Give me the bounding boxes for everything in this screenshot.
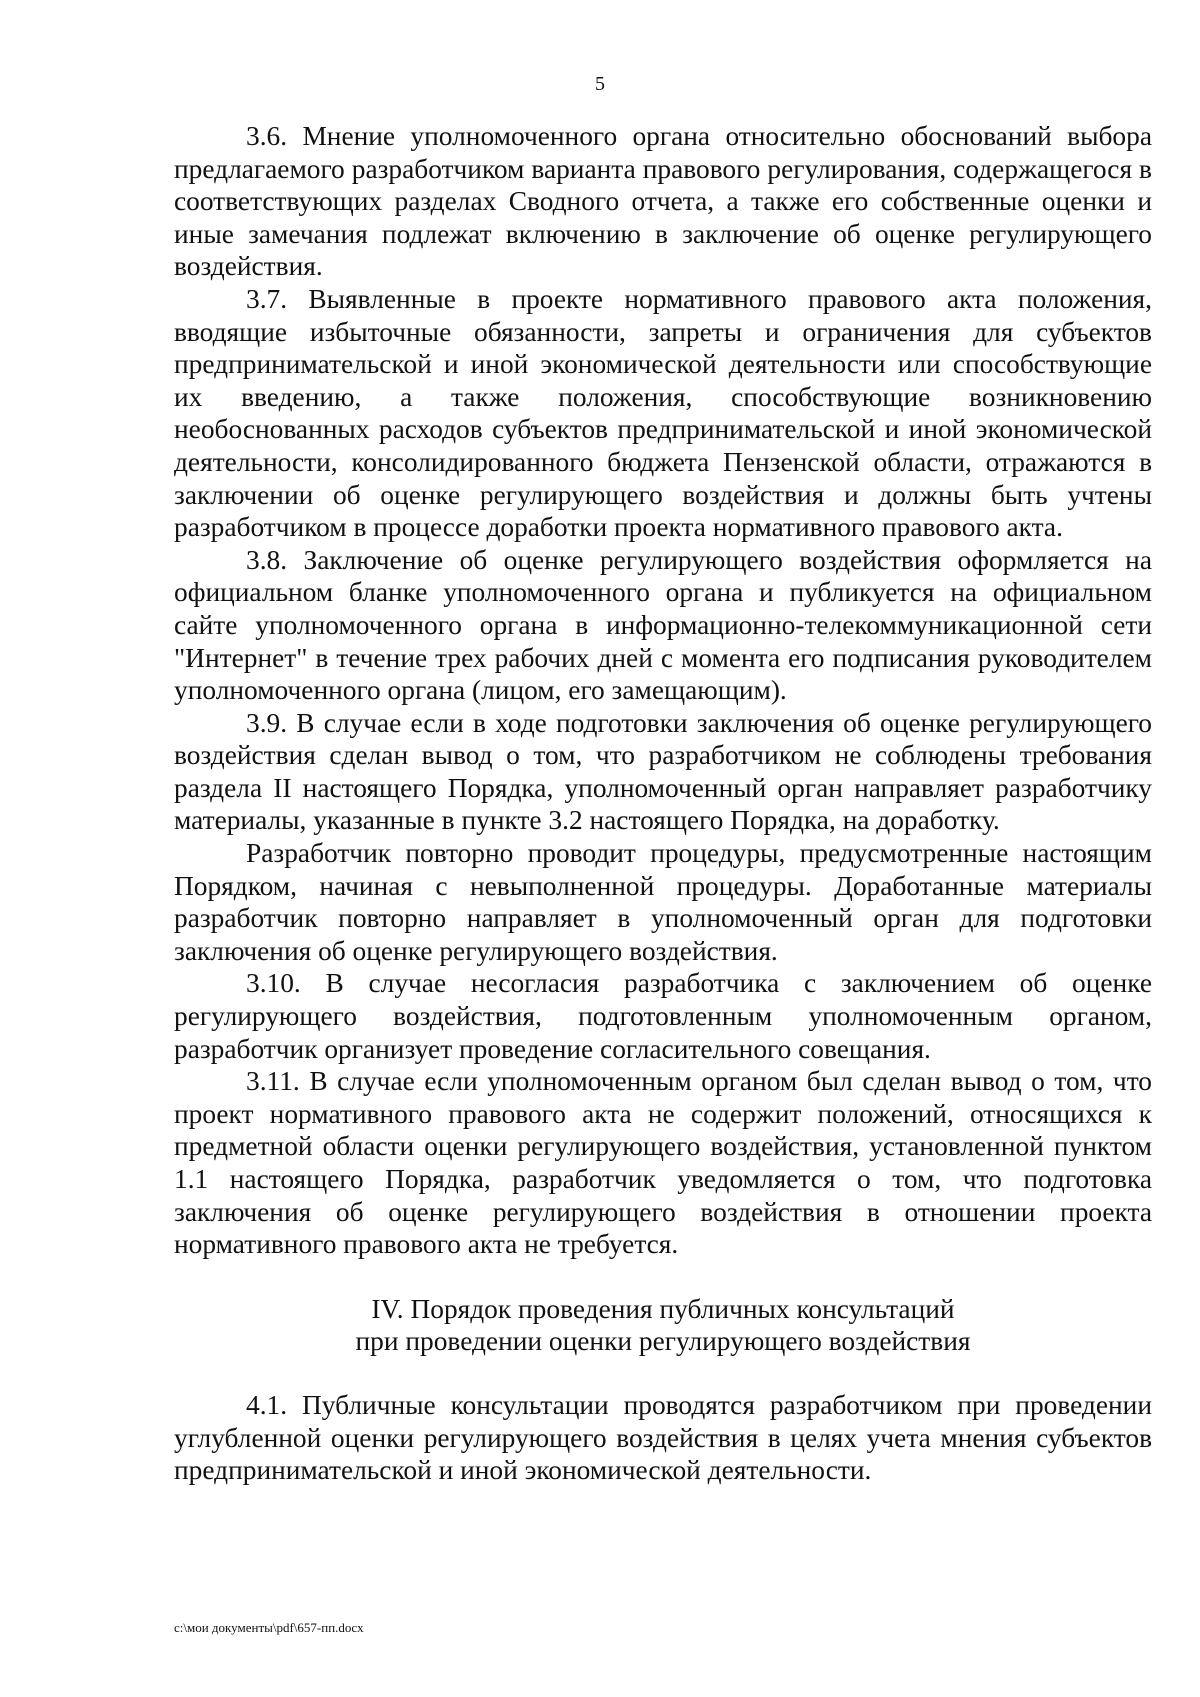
paragraph-3-10: 3.10. В случае несогласия разработчика с заключением об оценке регулирующего воздействия, подготовленным уполномоченным органом, разработчик организует проведение согласительного совещания. bbox=[174, 968, 1152, 1064]
paragraph-3-6: 3.6. Мнение уполномоченного органа относительно обоснований выбора предлагаемого разработчиком варианта правового регулирования, содержащегося в соответствующих разделах Сводного отчета, а также его собственные оценки и иные замечания подлежат включению в заключение об оценке регулирующего воздействия. bbox=[174, 121, 1152, 282]
section-heading-line-1: IV. Порядок проведения публичных консультаций bbox=[371, 1293, 955, 1324]
document-body bbox=[174, 120, 1152, 1487]
footer-file-path: c:\мои документы\pdf\657-пп.docx bbox=[174, 1620, 364, 1635]
section-heading-iv bbox=[174, 1293, 1152, 1358]
paragraph-3-7: 3.7. Выявленные в проекте нормативного правового акта положения, вводящие избыточные обязанности, запреты и ограничения для субъектов предпринимательской и иной экономической деятельности или способствующие их введению, а также положения, способствующие возникновению необоснованных расходов субъектов предпринимательской и иной экономической деятельности, консолидированного бюджета Пензенской области, отражаются в заключении об оценке регулирующего воздействия и должны быть учтены разработчиком в процессе доработки проекта нормативного правового акта. bbox=[174, 283, 1152, 543]
page-number: 5 bbox=[595, 73, 605, 95]
section-heading-line-2: при проведении оценки регулирующего воздействия bbox=[355, 1326, 971, 1357]
paragraph-4-1: 4.1. Публичные консультации проводятся разработчиком при проведении углубленной оценки регулирующего воздействия в целях учета мнения субъектов предпринимательской и иной экономической деятельности. bbox=[174, 1389, 1152, 1486]
paragraph-3-9-continued: Разработчик повторно проводит процедуры, предусмотренные настоящим Порядком, начиная с невыполненной процедуры. Доработанные материалы разработчик повторно направляет в уполномоченный орган для подготовки заключения об оценке регулирующего воздействия. bbox=[174, 838, 1152, 966]
paragraph-3-8: 3.8. Заключение об оценке регулирующего воздействия оформляется на официальном бланке уполномоченного органа и публикуется на официальном сайте уполномоченного органа в информационно-телекоммуникационной сети "Интернет" в течение трех рабочих дней с момента его подписания руководителем уполномоченного органа (лицом, его замещающим). bbox=[174, 544, 1152, 706]
paragraph-3-9: 3.9. В случае если в ходе подготовки заключения об оценке регулирующего воздействия сделан вывод о том, что разработчиком не соблюдены требования раздела II настоящего Порядка, уполномоченный орган направляет разработчику материалы, указанные в пункте 3.2 настоящего Порядка, на доработку. bbox=[174, 707, 1152, 836]
paragraph-3-11: 3.11. В случае если уполномоченным органом был сделан вывод о том, что проект нормативного правового акта не содержит положений, относящихся к предметной области оценки регулирующего воздействия, установленной пунктом 1.1 настоящего Порядка, разработчик уведомляется о том, что подготовка заключения об оценке регулирующего воздействия в отношении проекта нормативного правового акта не требуется. bbox=[174, 1066, 1152, 1260]
